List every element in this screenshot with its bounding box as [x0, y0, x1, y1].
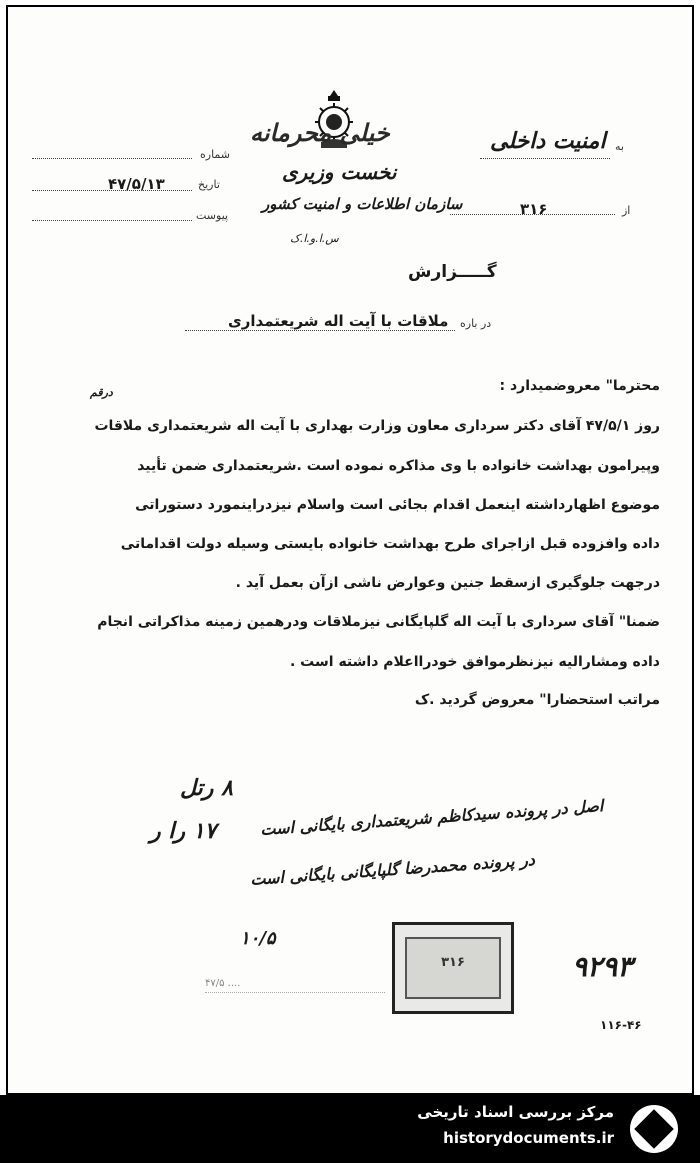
subject-label: در باره — [460, 317, 492, 330]
site-url: historydocuments.ir — [443, 1129, 614, 1147]
attachment-dotted-line — [32, 220, 192, 221]
number-dotted-line — [32, 158, 192, 159]
addressee-value: امنیت داخلی — [490, 128, 606, 154]
archive-stamp-inner — [405, 937, 501, 999]
addressee-dotted-line — [480, 158, 610, 159]
from-value: ۳۱۶ — [520, 200, 548, 218]
above-line-note: درقم — [90, 386, 113, 399]
from-label: از — [622, 204, 631, 217]
body-line-1: روز ۴۷/۵/۱ آقای دکتر سرداری معاون وزارت بهداری با آیت اله شریعتمداری ملاقات — [94, 418, 660, 434]
office-line-2: سازمان اطلاعات و امنیت کشور — [262, 195, 463, 213]
date-label: تاریخ — [198, 178, 220, 191]
number-label: شماره — [200, 148, 231, 161]
side-note-1: ۸ رتل — [180, 775, 233, 801]
site-logo-icon — [630, 1105, 678, 1153]
addressee-label: به — [615, 140, 624, 153]
site-watermark-banner — [0, 1095, 700, 1163]
report-title: گـــــزارش — [408, 262, 497, 282]
side-note-2: ۱۷ را ر — [150, 818, 217, 844]
subject-value: ملاقات با آیت اله شریعتمداری — [228, 312, 449, 330]
site-name: مرکز بررسی اسناد تاریخی — [417, 1103, 614, 1121]
date-dotted-line — [32, 190, 192, 191]
body-line-6: ضمنا" آقای سرداری با آیت اله گلپایگانی نیزملاقات ودرهمین زمینه مذاکراتی انجام — [97, 614, 660, 630]
faded-bottom-text: ۴۷/۵ .... — [205, 978, 241, 989]
from-dotted-line — [450, 214, 615, 215]
salutation: محترما" معروضمیدارد : — [499, 378, 660, 394]
handwritten-note-1: اصل در پرونده سیدکاظم شریعتمداری بایگانی است — [259, 796, 604, 839]
handwritten-note-3: ۱۰/۵ — [240, 928, 276, 949]
body-line-3: موضوع اظهارداشته اینعمل اقدام بجائی است واسلام نیزدراینمورد دستوراتی — [135, 497, 660, 513]
body-line-7: داده ومشارالیه نیزنظرموافق خودرااعلام داشته است . — [289, 654, 660, 670]
body-line-5: درجهت جلوگیری ازسقط جنین وعوارض ناشی ازآن بعمل آید . — [235, 575, 660, 591]
date-value: ۴۷/۵/۱۳ — [108, 175, 165, 193]
faded-dotted-line — [205, 992, 385, 993]
office-line-1: نخست وزیری — [282, 160, 397, 184]
handwritten-note-2: در پرونده محمدرضا گلپایگانی بایگانی است — [249, 850, 536, 889]
site-logo-mark-icon — [634, 1109, 674, 1149]
stamp-number: ۳۱۶ — [441, 955, 465, 970]
archive-number: ۹۲۹۳ — [572, 950, 633, 983]
body-line-4: داده وافزوده قبل ازاجرای طرح بهداشت خانواده بایستی وسیله دولت اقداماتی — [120, 536, 660, 552]
attachment-label: پیوست — [196, 209, 229, 222]
office-code: س.ا.و.ا.ک — [290, 232, 339, 245]
body-line-2: وپیرامون بهداشت خانواده با وی مذاکره نموده است .شریعتمداری ضمن تأیید — [137, 458, 660, 474]
body-line-8: مراتب استحضارا" معروض گردید .ک — [414, 692, 660, 708]
archive-stamp — [392, 922, 514, 1014]
file-code: ۱۱۶-۴۶ — [600, 1018, 642, 1032]
subject-dotted-line — [185, 330, 455, 331]
title-annotation-handwritten: خیلی محرمانه — [250, 118, 390, 147]
